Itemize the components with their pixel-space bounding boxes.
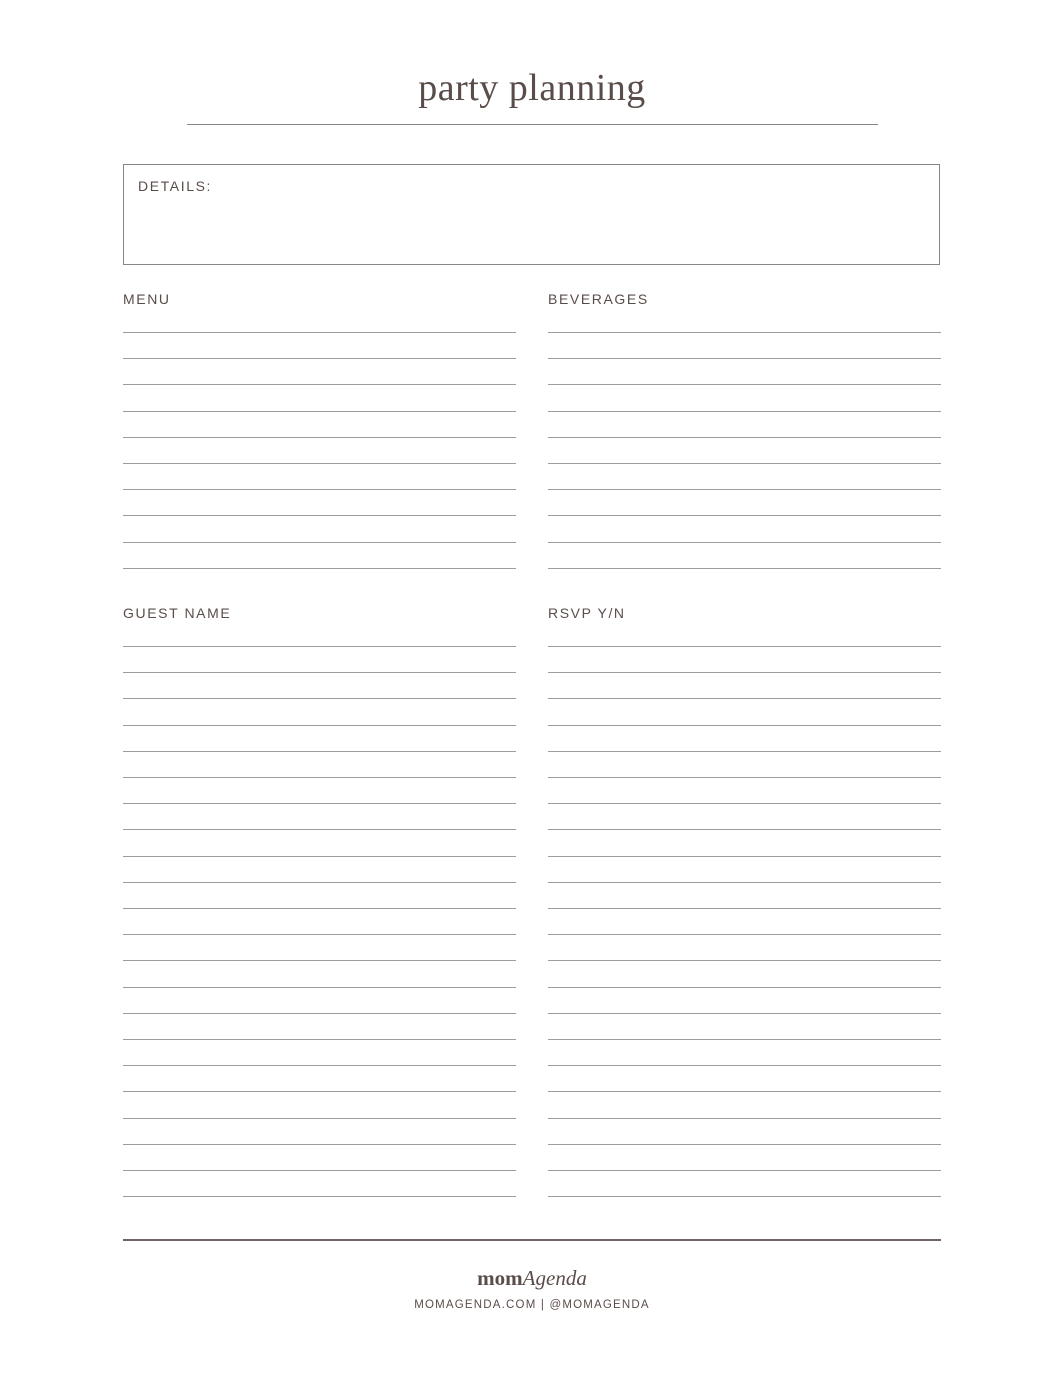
rsvp-label: RSVP Y/N — [548, 605, 626, 621]
writing-line[interactable] — [548, 1013, 941, 1014]
writing-line[interactable] — [548, 725, 941, 726]
brand-logo — [0, 1264, 1064, 1292]
writing-line[interactable] — [548, 542, 941, 543]
brand-logo-part1: mom — [477, 1266, 523, 1290]
writing-line[interactable] — [123, 646, 516, 647]
writing-line[interactable] — [548, 646, 941, 647]
writing-line[interactable] — [548, 411, 941, 412]
writing-line[interactable] — [548, 463, 941, 464]
brand-links: MOMAGENDA.COM | @MOMAGENDA — [414, 1299, 650, 1311]
writing-line[interactable] — [123, 463, 516, 464]
details-box[interactable] — [123, 164, 940, 265]
writing-line[interactable] — [548, 698, 941, 699]
footer-divider — [123, 1239, 941, 1241]
writing-line[interactable] — [548, 1091, 941, 1092]
writing-line[interactable] — [123, 672, 516, 673]
writing-line[interactable] — [123, 542, 516, 543]
writing-line[interactable] — [548, 934, 941, 935]
writing-line[interactable] — [123, 1196, 516, 1197]
rsvp-lines[interactable] — [548, 646, 941, 1198]
menu-label: MENU — [123, 291, 171, 307]
writing-line[interactable] — [548, 1118, 941, 1119]
writing-line[interactable] — [548, 908, 941, 909]
writing-line[interactable] — [123, 1091, 516, 1092]
writing-line[interactable] — [123, 384, 516, 385]
writing-line[interactable] — [123, 777, 516, 778]
writing-line[interactable] — [548, 437, 941, 438]
brand-logo-part2: Agenda — [522, 1266, 587, 1290]
writing-line[interactable] — [123, 1170, 516, 1171]
writing-line[interactable] — [123, 882, 516, 883]
writing-line[interactable] — [548, 384, 941, 385]
writing-line[interactable] — [548, 1170, 941, 1171]
guest-name-lines[interactable] — [123, 646, 516, 1198]
beverages-label: BEVERAGES — [548, 291, 649, 307]
writing-line[interactable] — [123, 358, 516, 359]
writing-line[interactable] — [548, 1144, 941, 1145]
writing-line[interactable] — [123, 437, 516, 438]
writing-line[interactable] — [123, 1065, 516, 1066]
writing-line[interactable] — [548, 803, 941, 804]
writing-line[interactable] — [548, 1196, 941, 1197]
writing-line[interactable] — [548, 960, 941, 961]
writing-line[interactable] — [548, 777, 941, 778]
title-divider — [187, 124, 878, 125]
writing-line[interactable] — [123, 411, 516, 412]
writing-line[interactable] — [123, 332, 516, 333]
writing-line[interactable] — [123, 908, 516, 909]
writing-line[interactable] — [123, 751, 516, 752]
writing-line[interactable] — [548, 358, 941, 359]
writing-line[interactable] — [123, 725, 516, 726]
writing-line[interactable] — [123, 803, 516, 804]
writing-line[interactable] — [123, 960, 516, 961]
writing-line[interactable] — [123, 987, 516, 988]
writing-line[interactable] — [123, 1039, 516, 1040]
writing-line[interactable] — [548, 751, 941, 752]
writing-line[interactable] — [548, 829, 941, 830]
writing-line[interactable] — [123, 515, 516, 516]
writing-line[interactable] — [123, 1118, 516, 1119]
writing-line[interactable] — [123, 489, 516, 490]
writing-line[interactable] — [123, 568, 516, 569]
writing-line[interactable] — [123, 1013, 516, 1014]
details-label: DETAILS: — [138, 178, 213, 194]
writing-line[interactable] — [548, 332, 941, 333]
writing-line[interactable] — [548, 882, 941, 883]
writing-line[interactable] — [548, 987, 941, 988]
page-title: party planning — [418, 67, 646, 109]
writing-line[interactable] — [123, 698, 516, 699]
writing-line[interactable] — [123, 856, 516, 857]
writing-line[interactable] — [123, 934, 516, 935]
writing-line[interactable] — [548, 672, 941, 673]
beverages-lines[interactable] — [548, 332, 941, 570]
writing-line[interactable] — [123, 1144, 516, 1145]
guest-name-label: GUEST NAME — [123, 605, 232, 621]
writing-line[interactable] — [548, 489, 941, 490]
writing-line[interactable] — [548, 515, 941, 516]
writing-line[interactable] — [548, 568, 941, 569]
writing-line[interactable] — [123, 829, 516, 830]
menu-lines[interactable] — [123, 332, 516, 570]
writing-line[interactable] — [548, 1039, 941, 1040]
writing-line[interactable] — [548, 856, 941, 857]
writing-line[interactable] — [548, 1065, 941, 1066]
